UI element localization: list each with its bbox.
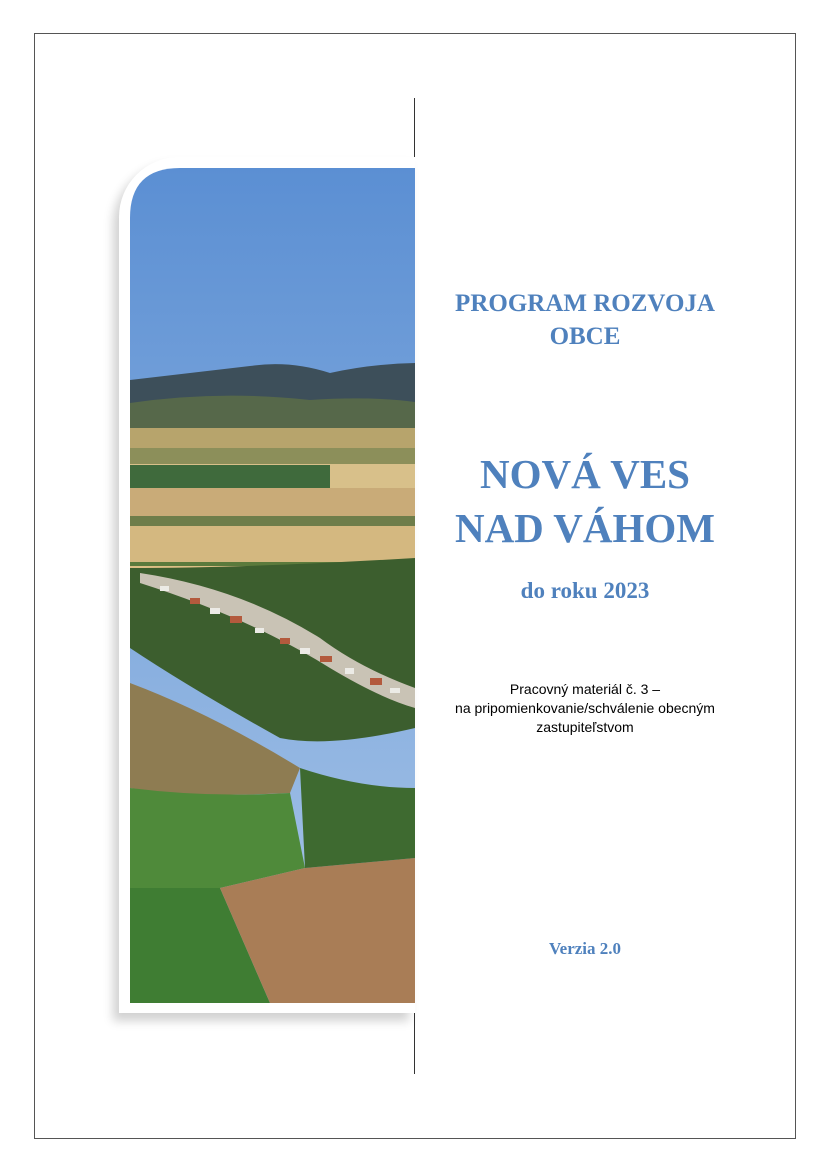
version-label: Verzia 2.0: [548, 939, 622, 958]
period-label: do roku 2023: [520, 578, 650, 603]
working-material-note: [415, 680, 755, 737]
municipality-line-2: NAD VÁHOM: [454, 505, 716, 551]
note-line-2: na pripomienkovanie/schválenie obecným: [455, 700, 715, 716]
municipality-name: [415, 447, 755, 555]
note-line-1: Pracovný materiál č. 3 –: [509, 681, 661, 697]
village-landscape-image: [130, 168, 415, 1003]
aerial-photo: [119, 157, 415, 1013]
title-line-2: OBCE: [549, 323, 621, 350]
title-line-1: PROGRAM ROZVOJA: [455, 290, 715, 317]
note-line-3: zastupiteľstvom: [536, 719, 634, 735]
municipality-line-1: NOVÁ VES: [480, 451, 690, 497]
document-title: [415, 287, 755, 353]
